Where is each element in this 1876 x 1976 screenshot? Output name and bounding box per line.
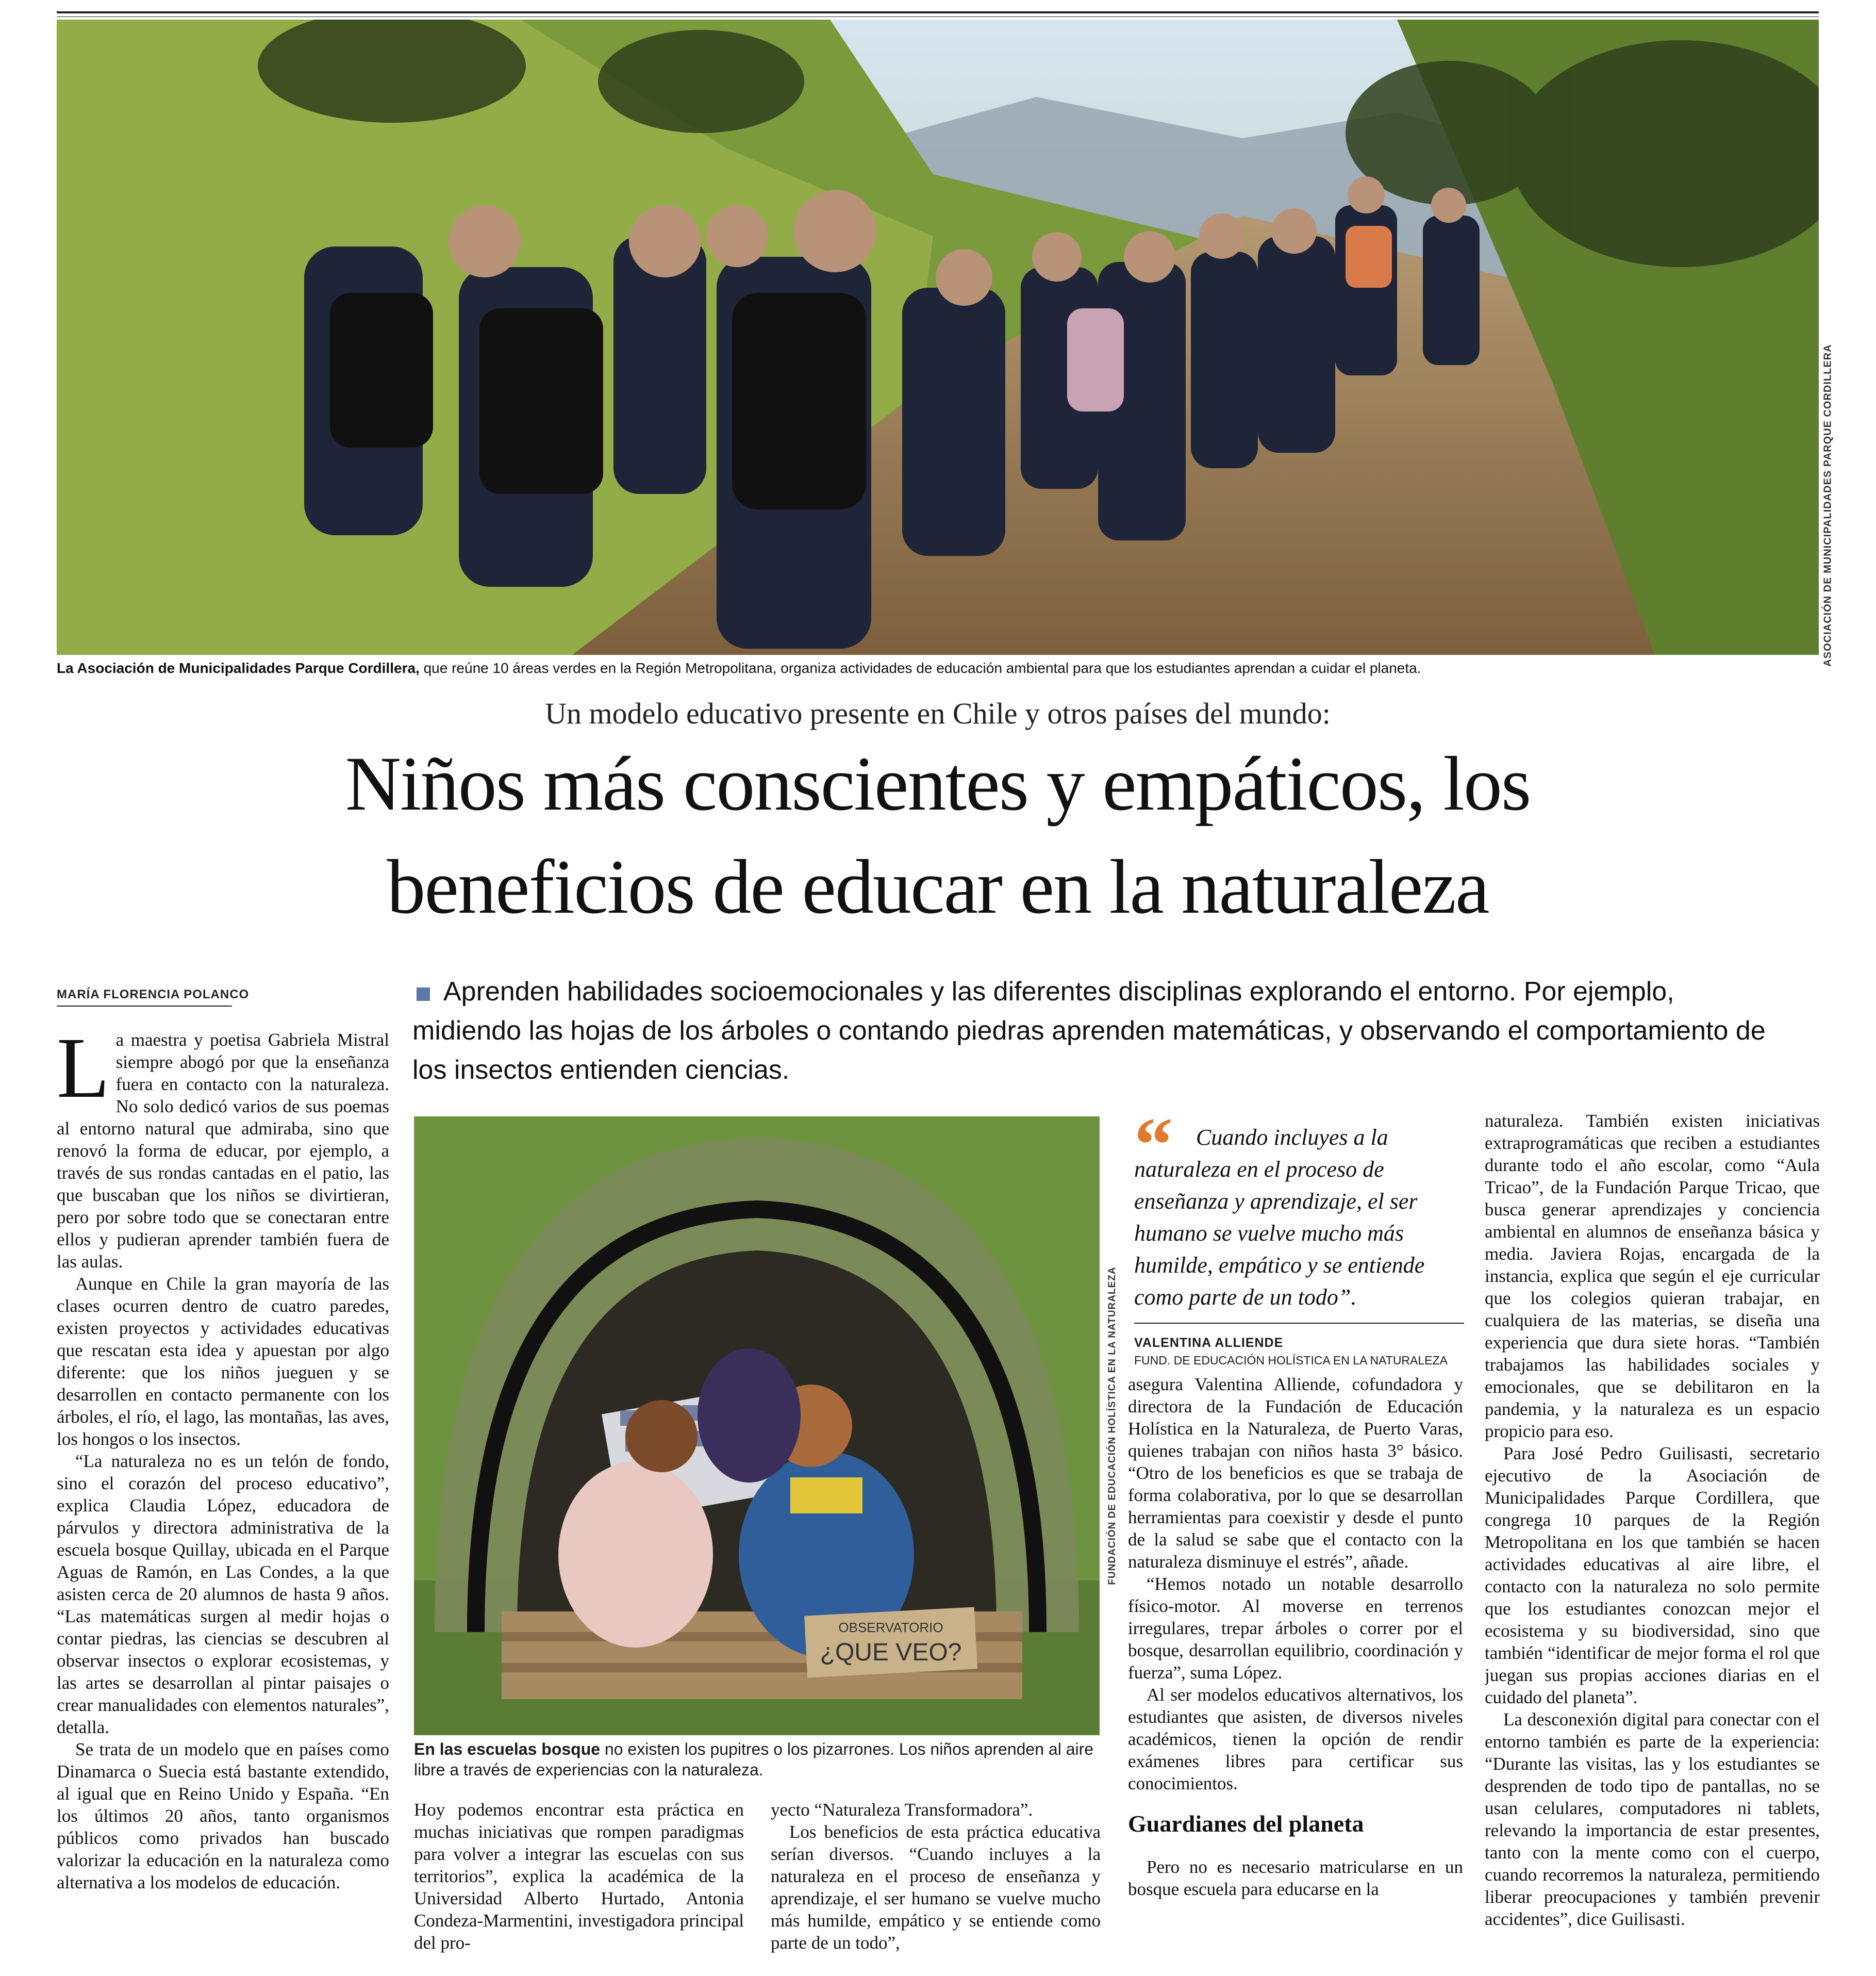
paragraph: asegura Valentina Alliende, cofundadora y directora de la Fundación de Educación Holística en la Naturaleza, de Puerto Varas, quienes trabajan con niños hasta 3° básico. “Otro de los beneficios es que se trabaja de forma colaborativa, por lo que se desarrollan herramientas para coexistir y desde el punto de la salud se sabe que el contacto con la naturaleza disminuye el estrés”, añade. [1128, 1374, 1463, 1572]
forest-caption-bold: En las escuelas bosque [414, 1740, 601, 1758]
forest-photo-credit: FUNDACIÓN DE EDUCACIÓN HOLÍSTICA EN LA NATURALEZA [1107, 1266, 1118, 1585]
forest-school-illustration [414, 1116, 1100, 1735]
article-column-1 [57, 1029, 389, 1967]
paragraph: Para José Pedro Guilisasti, secretario ejecutivo de la Asociación de Municipalidades Parque Cordillera, que congrega 10 parques de la Región Metropolitana en los que también se hacen actividades educativas al aire libre, el contacto con la naturaleza no solo permite que los estudiantes conozcan mejor el ecosistema y su biodiversidad, sino que también “identificar de mejor forma el rol que juegan sus propias acciones diarias en el cuidado del planeta”. [1485, 1443, 1820, 1707]
forest-school-photo [414, 1116, 1100, 1735]
pull-quote-role: FUND. DE EDUCACIÓN HOLÍSTICA EN LA NATURALEZA [1134, 1354, 1448, 1367]
paragraph: Los beneficios de esta práctica educativa serían diversos. “Cuando incluyes a la naturaleza en el proceso de enseñanza y aprendizaje, el ser humano se vuelve mucho más humilde, empático y se entiende como parte de un todo”, [771, 1822, 1101, 1953]
lead-summary: Aprenden habilidades socioemocionales y las diferentes disciplinas explorando el entorno. Por ejemplo, midiendo las hojas de los árboles o contando piedras aprenden matemáticas, y observando el comportamiento de los insectos entienden ciencias. [412, 977, 1766, 1085]
subheading: Guardianes del planeta [1128, 1810, 1364, 1837]
sign-line-2: ¿QUE VEO? [820, 1639, 962, 1666]
pull-quote: Cuando incluyes a la naturaleza en el proceso de enseñanza y aprendizaje, el ser humano se vuelve mucho más humilde, empático y se entiende como parte de un todo”. [1134, 1125, 1425, 1310]
hero-photo [57, 20, 1819, 655]
headline-line-2: beneficios de educar en la naturaleza [387, 844, 1489, 930]
pull-quote-rule [1134, 1323, 1464, 1324]
article-column-2b [771, 1799, 1101, 1964]
hero-caption [57, 660, 1819, 677]
paragraph: Aunque en Chile la gran mayoría de las clases ocurren dentro de cuatro paredes, existen proyectos y actividades educativas que rescatan esta idea y apuestan por algo diferente: que los niños jueguen y se desarrollen en contacto permanente con los árboles, el río, el lago, las montañas, las aves, los hongos o los insectos. [57, 1274, 389, 1449]
forest-photo-caption [414, 1739, 1100, 1780]
headline [57, 732, 1819, 938]
paragraph: Hoy podemos encontrar esta práctica en muchas iniciativas que rompen paradigmas para volver a integrar las escuelas con sus territorios”, explica la académica de la Universidad Alberto Hurtado, Antonia Condeza-Marmentini, investigadora principal del pro- [414, 1800, 744, 1953]
quote-mark-icon: “ [1134, 1102, 1173, 1188]
headline-line-1: Niños más conscientes y empáticos, los [345, 741, 1531, 827]
byline: MARÍA FLORENCIA POLANCO [57, 987, 250, 1001]
drop-cap: L [57, 1029, 110, 1116]
paragraph: naturaleza. También existen iniciativas extraprogramáticas que reciben a estudiantes durante todo el año escolar, como “Aula Tricao”, de la Fundación Parque Tricao, que busca generar aprendizajes y conciencia ambiental en alumnos de enseñanza básica y media. Javiera Rojas, encargada de la instancia, explica que según el eje curricular que los colegios quieran trabajar, en cualquiera de las materias, se diseña una experiencia que dura siete horas. “También trabajamos las habilidades sociales y emocionales, que se debilitaron en la pandemia, y la naturaleza es un espacio propicio para eso. [1485, 1111, 1820, 1441]
pull-quote-name: VALENTINA ALLIENDE [1134, 1336, 1284, 1350]
paragraph: yecto “Naturaleza Transformadora”. [771, 1800, 1033, 1820]
hero-photo-credit: ASOCIACIÓN DE MUNICIPALIDADES PARQUE CORDILLERA [1822, 344, 1834, 667]
paragraph: “Hemos notado un notable desarrollo físico-motor. Al moverse en terrenos irregulares, trepar árboles o correr por el bosque, desarrollan equilibrio, coordinación y fuerza”, suma López. [1128, 1574, 1463, 1683]
forest-caption-text: no existen los pupitres o los pizarrones. Los niños aprenden al aire libre a través de experiencias con la naturaleza. [414, 1740, 1094, 1779]
hero-illustration [57, 20, 1819, 655]
paragraph: Se trata de un modelo que en países como Dinamarca o Suecia está bastante extendido, al igual que en Reino Unido y España. “En los últimos 20 años, tanto organismos públicos como privados han buscado valorizar la educación en la naturaleza como alternativa a los modelos de educación. [57, 1739, 389, 1892]
article-column-3 [1128, 1373, 1463, 1966]
paragraph: “La naturaleza no es un telón de fondo, sino el corazón del proceso educativo”, explica Claudia López, educadora de párvulos y directora administrativa de la escuela bosque Quillay, ubicada en el Parque Aguas de Ramón, en Las Condes, a la que asisten cerca de 20 alumnos de hasta 9 años. “Las matemáticas surgen al medir hojas o contar piedras, las ciencias se descubren al observar insectos o explorar ecosistemas, y las artes se desarrollan al pintar paisajes o crear manualidades con elementos naturales”, detalla. [57, 1451, 389, 1737]
paragraph: Al ser modelos educativos alternativos, los estudiantes que asisten, de diversos niveles académicos, tienen la opción de rendir exámenes libres para certificar sus conocimientos. [1128, 1685, 1463, 1793]
paragraph: La maestra y poetisa Gabriela Mistral siempre abogó por que la enseñanza fuera en contacto con la naturaleza. No solo dedicó varios de sus poemas al entorno natural que admiraba, sino que renovó la forma de educar, por ejemplo, a través de sus rondas cantadas en el patio, las que buscaban que los niños se divirtieran, pero por sobre todo que se conectaran entre ellos y pudieran aprender también fuera de las aulas. [57, 1029, 389, 1272]
article-column-2a [414, 1799, 744, 1964]
paragraph: La desconexión digital para conectar con el entorno también es parte de la experiencia: “Durante las visitas, las y los estudiantes se desprenden de todo tipo de pantallas, no se usan celulares, computadores ni tablets, relevando la importancia de estar presentes, tanto con la mente como con el cuerpo, cuando recorremos la naturaleza, permitiendo liberar preocupaciones y también prevenir accidentes”, dice Guilisasti. [1485, 1709, 1820, 1929]
top-rule [57, 11, 1819, 13]
sign-line-1: OBSERVATORIO [838, 1620, 943, 1635]
hero-caption-text: que reúne 10 áreas verdes en la Región Metropolitana, organiza actividades de educación ambiental para que los estudiantes aprendan a cuidar el planeta. [419, 660, 1421, 676]
byline-rule [57, 1006, 232, 1007]
kicker: Un modelo educativo presente en Chile y otros países del mundo: [545, 697, 1331, 730]
paragraph: Pero no es necesario matricularse en un bosque escuela para educarse en la [1128, 1857, 1463, 1899]
article-column-4 [1485, 1110, 1820, 1966]
hero-caption-bold: La Asociación de Municipalidades Parque Cordillera, [57, 660, 420, 676]
